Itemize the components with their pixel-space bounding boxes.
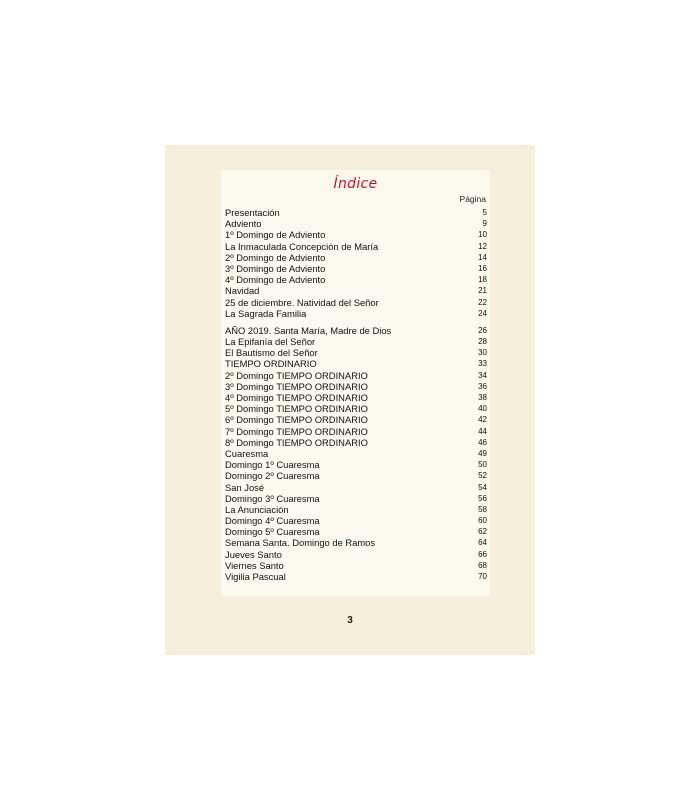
toc-entry-title: Navidad	[225, 285, 260, 297]
toc-entry	[225, 482, 488, 493]
toc-entry-page: 10	[478, 230, 487, 240]
page-column-label: Página	[459, 194, 486, 204]
toc-entry	[225, 526, 488, 537]
toc-entry-page: 50	[478, 460, 487, 470]
toc-entry-title: Domingo 5º Cuaresma	[225, 526, 320, 538]
toc-entry-page: 16	[478, 263, 487, 273]
toc-entry	[225, 297, 488, 308]
toc-entry-title: 8º Domingo TIEMPO ORDINARIO	[225, 436, 368, 448]
toc-entry-page: 21	[478, 286, 487, 296]
toc-list	[225, 207, 488, 582]
toc-entry-page: 12	[478, 241, 487, 251]
toc-entry-title: 6º Domingo TIEMPO ORDINARIO	[225, 414, 368, 426]
toc-entry-page: 26	[478, 325, 487, 335]
toc-entry-title: Jueves Santo	[225, 548, 282, 560]
toc-entry-title: TIEMPO ORDINARIO	[225, 358, 317, 370]
toc-entry	[225, 218, 488, 229]
toc-entry-title: Adviento	[225, 218, 262, 230]
toc-entry-page: 52	[478, 471, 487, 481]
toc-entry-title: 4º Domingo de Adviento	[225, 274, 326, 286]
toc-entry-title: 2º Domingo TIEMPO ORDINARIO	[225, 369, 368, 381]
toc-entry	[225, 571, 488, 582]
toc-entry	[225, 560, 488, 571]
toc-entry-page: 42	[478, 415, 487, 425]
toc-entry-page: 56	[478, 493, 487, 503]
toc-entry-title: 7º Domingo TIEMPO ORDINARIO	[225, 425, 368, 437]
toc-entry-title: 5º Domingo TIEMPO ORDINARIO	[225, 403, 368, 415]
toc-entry	[225, 470, 488, 481]
toc-entry	[225, 241, 488, 252]
toc-entry	[225, 414, 488, 425]
toc-entry	[225, 403, 488, 414]
toc-entry-title: Domingo 3º Cuaresma	[225, 492, 320, 504]
book-page	[165, 145, 535, 655]
toc-entry-title: 3º Domingo de Adviento	[225, 262, 326, 274]
toc-panel	[221, 170, 490, 596]
toc-entry	[225, 459, 488, 470]
toc-entry	[225, 515, 488, 526]
toc-entry-title: San José	[225, 481, 265, 493]
toc-entry	[225, 392, 488, 403]
toc-entry-page: 68	[478, 560, 487, 570]
toc-entry-page: 18	[478, 275, 487, 285]
toc-entry-title: Domingo 4º Cuaresma	[225, 515, 320, 527]
toc-entry-page: 49	[478, 448, 487, 458]
toc-entry-title: 1º Domingo de Adviento	[225, 229, 326, 241]
toc-entry-page: 9	[482, 219, 487, 229]
toc-entry	[225, 426, 488, 437]
toc-entry-page: 66	[478, 549, 487, 559]
toc-entry-page: 38	[478, 393, 487, 402]
toc-entry	[225, 308, 488, 319]
toc-entry-page: 14	[478, 252, 487, 262]
toc-entry-title: La Epifanía del Señor	[225, 336, 316, 348]
toc-entry-title: 2º Domingo de Adviento	[225, 251, 326, 263]
toc-entry	[225, 285, 488, 296]
toc-entry-page: 44	[478, 426, 487, 436]
toc-entry-page: 60	[478, 516, 487, 526]
toc-entry-title: Cuaresma	[225, 447, 269, 459]
toc-entry	[225, 448, 488, 459]
toc-entry-title: Presentación	[225, 207, 280, 218]
toc-entry-page: 58	[478, 504, 487, 514]
toc-entry-page: 5	[482, 208, 487, 217]
toc-entry-title: 25 de diciembre. Natividad del Señor	[225, 296, 379, 308]
toc-entry-page: 30	[478, 348, 487, 358]
toc-entry-title: Semana Santa. Domingo de Ramos	[225, 537, 376, 549]
toc-entry	[225, 263, 488, 274]
toc-entry-title: La Sagrada Familia	[225, 307, 307, 319]
toc-entry	[225, 347, 488, 358]
toc-entry-page: 70	[478, 572, 487, 581]
toc-entry-title: Domingo 1º Cuaresma	[225, 459, 320, 471]
toc-entry-title: Viernes Santo	[225, 559, 284, 571]
page-title: Índice	[333, 176, 378, 192]
toc-entry	[225, 504, 488, 515]
toc-entry-page: 24	[478, 308, 487, 318]
toc-entry-title: AÑO 2019. Santa María, Madre de Dios	[225, 324, 392, 336]
toc-entry-page: 54	[478, 482, 487, 492]
toc-entry-page: 62	[478, 527, 487, 537]
toc-entry-title: La Inmaculada Concepción de María	[225, 240, 379, 252]
toc-entry	[225, 358, 488, 369]
toc-entry-title: Domingo 2º Cuaresma	[225, 470, 320, 482]
toc-entry	[225, 325, 488, 336]
page-number: 3	[347, 615, 353, 626]
toc-entry-page: 40	[478, 404, 487, 414]
toc-entry-title: El Bautismo del Señor	[225, 347, 318, 359]
toc-entry	[225, 493, 488, 504]
toc-entry-page: 64	[478, 538, 487, 548]
toc-entry-title: Vigilia Pascual	[225, 571, 286, 582]
toc-entry-page: 34	[478, 370, 487, 380]
toc-entry-title: 4º Domingo TIEMPO ORDINARIO	[225, 392, 368, 403]
toc-entry-page: 22	[478, 297, 487, 307]
toc-entry	[225, 549, 488, 560]
toc-entry-page: 28	[478, 337, 487, 347]
toc-entry-page: 46	[478, 437, 487, 447]
toc-entry	[225, 229, 488, 240]
toc-entry	[225, 336, 488, 347]
toc-entry-title: 3º Domingo TIEMPO ORDINARIO	[225, 380, 368, 392]
toc-entry-page: 36	[478, 381, 487, 391]
toc-entry-page: 33	[478, 359, 487, 369]
toc-entry-title: La Anunciación	[225, 503, 289, 515]
toc-entry	[225, 274, 488, 285]
toc-entry	[225, 537, 488, 548]
toc-entry	[225, 207, 488, 218]
toc-entry	[225, 370, 488, 381]
toc-entry	[225, 252, 488, 263]
toc-entry	[225, 437, 488, 448]
toc-entry	[225, 381, 488, 392]
